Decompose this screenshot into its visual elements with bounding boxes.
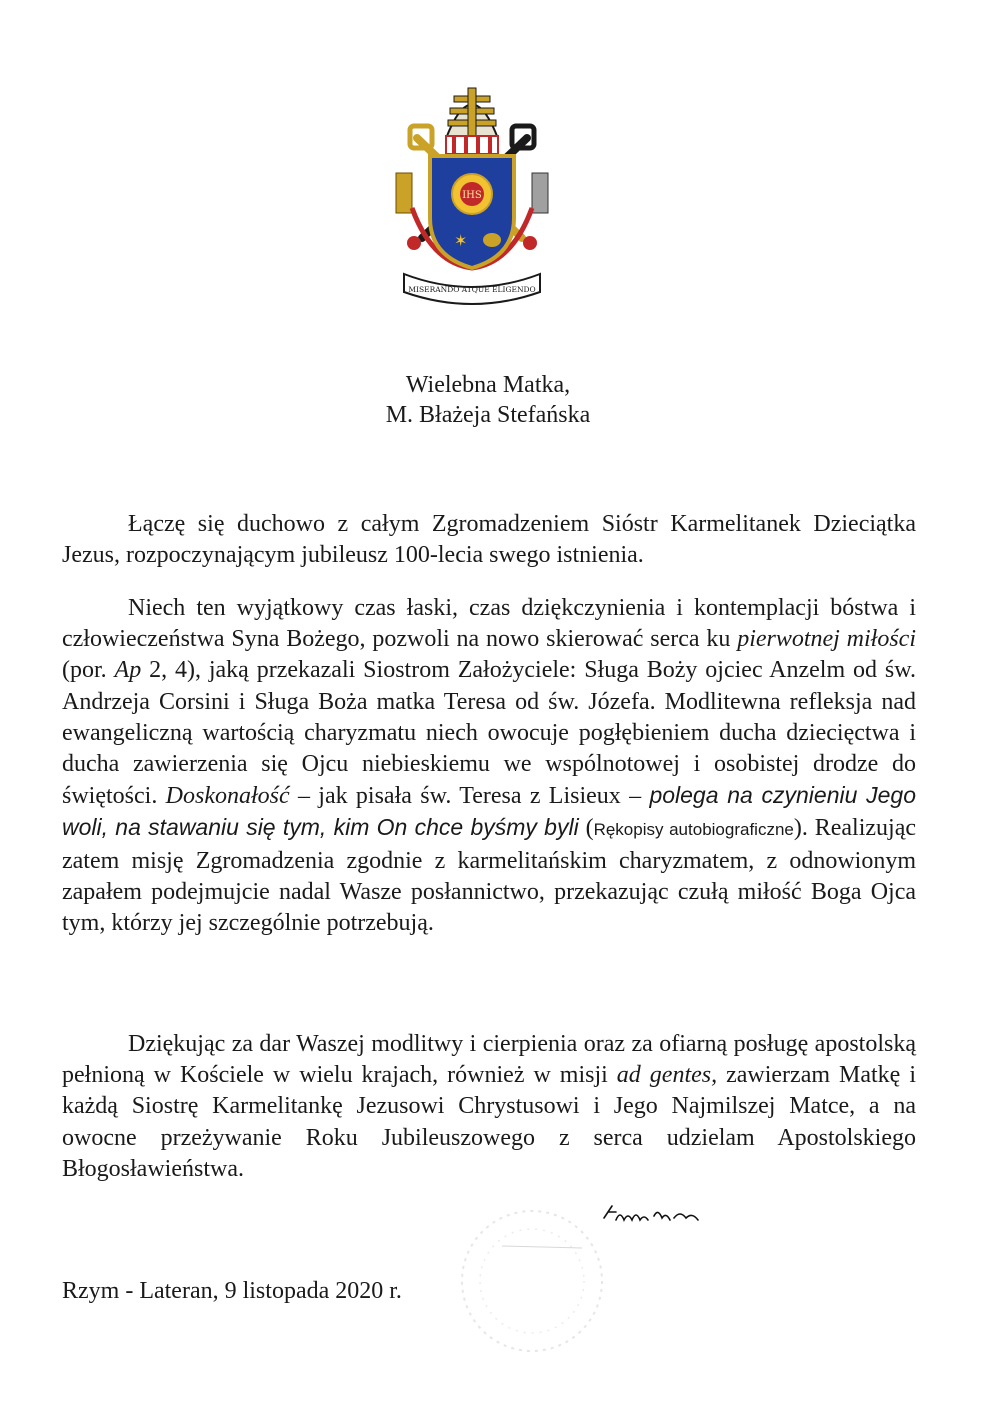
italic-phrase: Doskonałość xyxy=(165,783,290,810)
text-segment: zawierzam Matkę i każdą Siostrę Karmelitankę Jezusowi Chrystusowi i Jego Najmilszej Matce, a na owocne przeżywanie Roku Jubileuszowego z serca udzielam Apostolskiego Błogosławieństwa. xyxy=(62,1062,916,1182)
letter-paragraph-2 xyxy=(62,593,916,939)
letter-paragraph-3 xyxy=(62,1029,916,1185)
shield-icon xyxy=(430,156,514,268)
text-segment: ). Realizując zatem misję Zgromadzenia zgodnie z karmelitańskim charyzmatem, z odnowionym zapałem podejmujcie nadal Wasze posłannictwo, przekazując czułą miłość Boga Ojca tym, którzy jej szczególnie potrzebują. xyxy=(62,815,917,937)
salutation-name: M. Błażeja Stefańska xyxy=(385,402,591,428)
quote-italic: polega na czynieniu Jego woli, na stawaniu się tym, kim On chce byśmy byli xyxy=(62,782,916,841)
text-segment: – jak pisała św. Teresa z Lisieux – xyxy=(289,783,650,810)
embossed-seal-icon xyxy=(452,1186,612,1376)
nard-flower-icon xyxy=(483,233,501,247)
salutation-title: Wielebna Matka, xyxy=(405,372,571,398)
text-segment: Dziękując za dar Waszej modlitwy i cierpienia oraz za ofiarną posługę apostolską pełnioną w Kościele w wielu krajach, również w misji xyxy=(62,1031,916,1089)
text-segment: Niech ten wyjątkowy czas łaski, czas dziękczynienia i kontemplacji bóstwa i człowieczeństwa Syna Bożego, pozwoli na nowo skierować serca ku xyxy=(62,595,916,653)
ihs-emblem: IHS xyxy=(462,190,482,201)
text-segment: ( xyxy=(578,815,594,842)
paragraph-text: Łączę się duchowo z całym Zgromadzeniem Sióstr Karmelitanek Dzieciątka Jezus, rozpoczynającym jubileusz 100-lecia swego istnienia. xyxy=(62,511,916,569)
italic-phrase: ad gentes, xyxy=(616,1062,718,1089)
italic-phrase: pierwotnej miłości xyxy=(737,626,916,653)
motto-text: MISERANDO ATQUE ELIGENDO xyxy=(408,285,536,294)
place-and-date: Rzym - Lateran, 9 listopada 2020 r. xyxy=(62,1278,402,1304)
mitre-icon xyxy=(446,88,498,154)
source-title: Rękopisy autobiograficzne xyxy=(593,820,794,840)
signature-icon xyxy=(600,1196,710,1232)
bible-ref: Ap xyxy=(114,657,142,684)
papal-coat-of-arms xyxy=(392,78,552,308)
text-segment: (por. xyxy=(62,657,115,684)
star-icon: ✶ xyxy=(454,231,468,250)
text-segment: 2, 4), jaką przekazali Siostrom Założyciele: Sługa Boży ojciec Anzelm od św. Andrzeja Corsini i Sługa Boża matka Teresa od św. Józefa. Modlitewna refleksja nad ewangeliczną wartością charyzmatu niech owocuje pogłębieniem ducha dziecięctwa i ducha zawierzenia się Ojcu niebieskiemu we wspólnotowej i osobistej drodze do świętości. xyxy=(62,657,916,810)
motto-scroll xyxy=(404,274,540,304)
letter-paragraph-1 xyxy=(62,509,916,571)
